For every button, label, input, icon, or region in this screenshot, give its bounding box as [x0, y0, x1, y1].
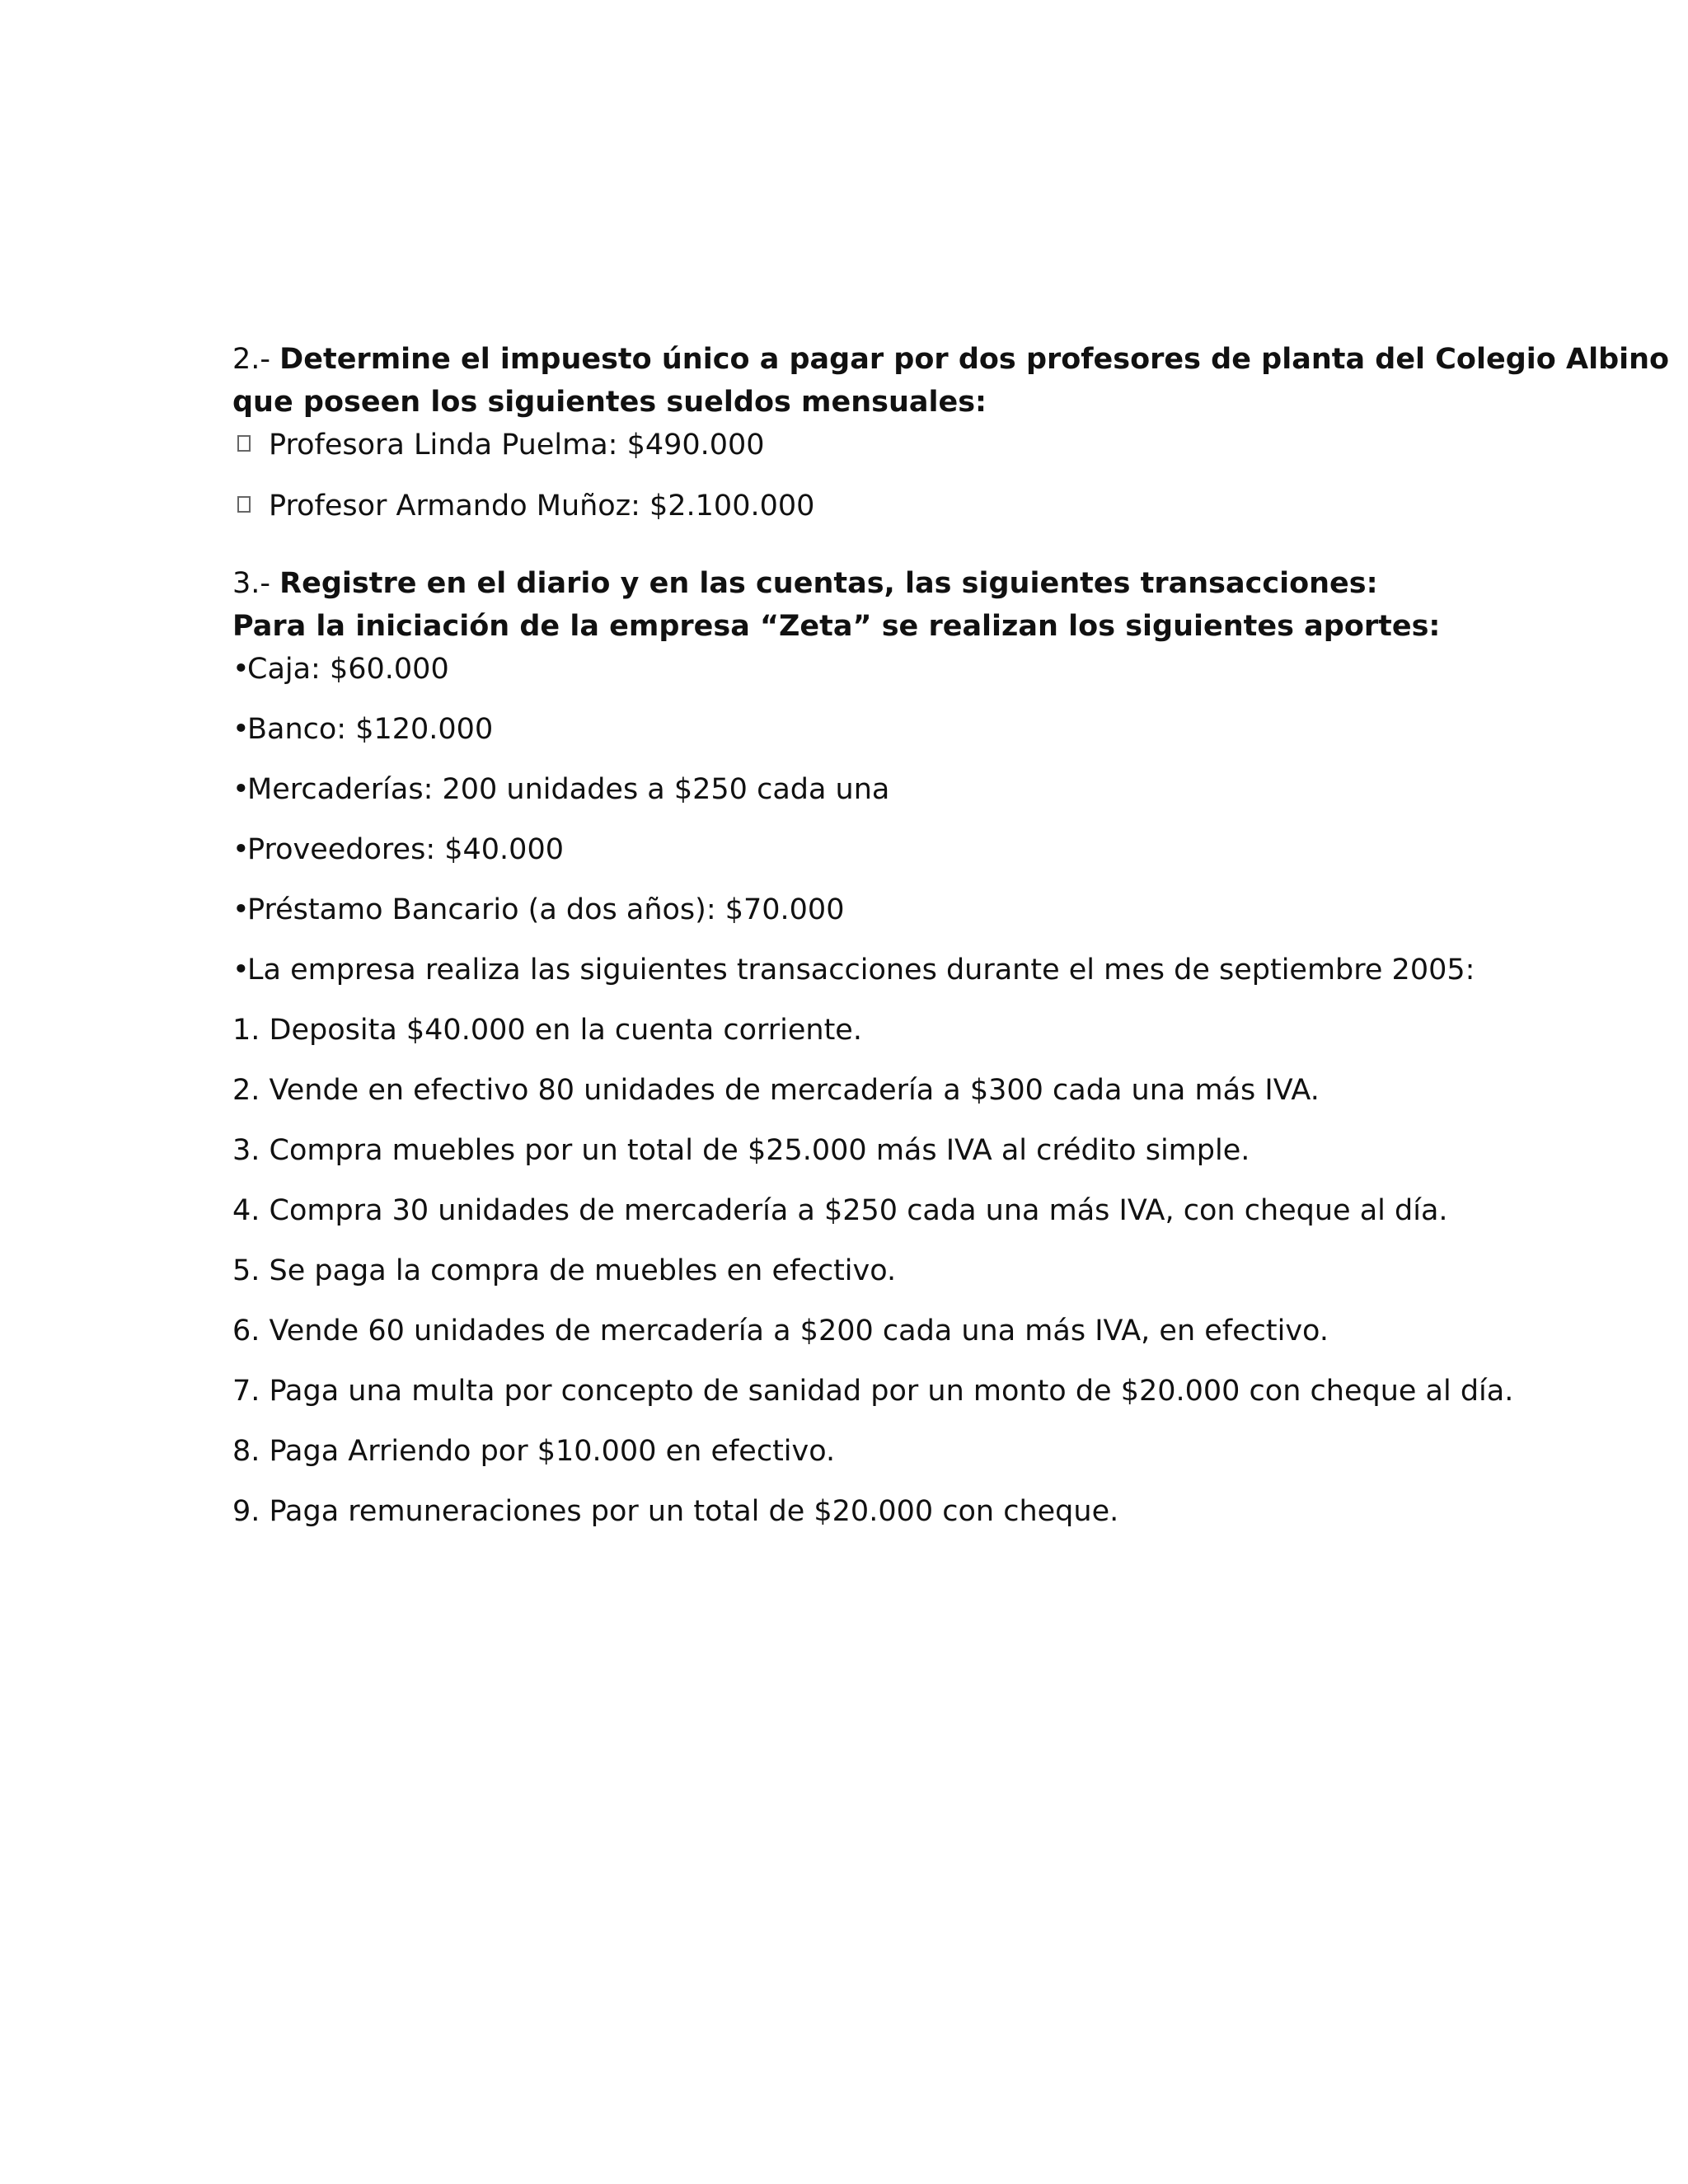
bullet-item — [232, 708, 1485, 751]
bullet-item-text: La empresa realiza las siguientes transacciones durante el mes de septiembre 2005: — [247, 954, 1475, 987]
question-2-item — [232, 485, 1485, 527]
bullet-item-text: Proveedores: $40.000 — [247, 833, 564, 866]
bullet-item-text: Banco: $120.000 — [247, 713, 494, 746]
question-2-item — [232, 424, 1485, 466]
bullet-item-text: Caja: $60.000 — [247, 653, 449, 686]
question-2-number: 2.- — [232, 343, 271, 376]
question-3-heading — [232, 562, 1485, 605]
bullet-item — [232, 768, 1485, 811]
checkbox-glyph-icon — [237, 435, 251, 452]
bullet-icon: • — [232, 713, 250, 746]
transaction-item: 5. Se paga la compra de muebles en efectivo. — [232, 1254, 897, 1287]
question-2-item-text: Profesor Armando Muñoz: $2.100.000 — [269, 490, 815, 523]
transaction-item: 1. Deposita $40.000 en la cuenta corriente. — [232, 1014, 862, 1047]
bullet-item — [232, 648, 1485, 691]
transaction-item: 4. Compra 30 unidades de mercadería a $250 cada una más IVA, con cheque al día. — [232, 1194, 1448, 1227]
question-2-heading — [232, 338, 1670, 381]
bullet-item-text: Mercaderías: 200 unidades a $250 cada una — [247, 773, 890, 806]
bullet-icon: • — [232, 653, 250, 686]
bullet-item — [232, 949, 1485, 991]
question-2-title-line2: que poseen los siguientes sueldos mensuales: — [232, 386, 987, 419]
question-2-item-text: Profesora Linda Puelma: $490.000 — [269, 429, 765, 462]
bullet-item-text: Préstamo Bancario (a dos años): $70.000 — [247, 893, 845, 926]
bullet-icon: • — [232, 833, 250, 866]
bullet-icon: • — [232, 954, 250, 987]
transaction-item: 7. Paga una multa por concepto de sanidad por un monto de $20.000 con cheque al día. — [232, 1375, 1514, 1408]
question-3-number: 3.- — [232, 567, 271, 600]
question-3-title-line2: Para la iniciación de la empresa “Zeta” se realizan los siguientes aportes: — [232, 610, 1441, 643]
transaction-item: 8. Paga Arriendo por $10.000 en efectivo. — [232, 1435, 836, 1468]
question-3-title-line1: Registre en el diario y en las cuentas, las siguientes transacciones: — [279, 567, 1378, 600]
transaction-item: 6. Vende 60 unidades de mercadería a $200 cada una más IVA, en efectivo. — [232, 1315, 1329, 1347]
question-2-title-line1: Determine el impuesto único a pagar por dos profesores de planta del Colegio Albino — [279, 343, 1670, 376]
transaction-item: 2. Vende en efectivo 80 unidades de mercadería a $300 cada una más IVA. — [232, 1074, 1320, 1107]
bullet-item — [232, 888, 1485, 931]
checkbox-glyph-icon — [237, 496, 251, 513]
transaction-item: 9. Paga remuneraciones por un total de $20.000 con cheque. — [232, 1495, 1119, 1528]
bullet-item — [232, 828, 1485, 871]
transaction-item: 3. Compra muebles por un total de $25.000 más IVA al crédito simple. — [232, 1134, 1250, 1167]
document-content — [232, 338, 1670, 1550]
bullet-icon: • — [232, 893, 250, 926]
bullet-icon: • — [232, 773, 250, 806]
